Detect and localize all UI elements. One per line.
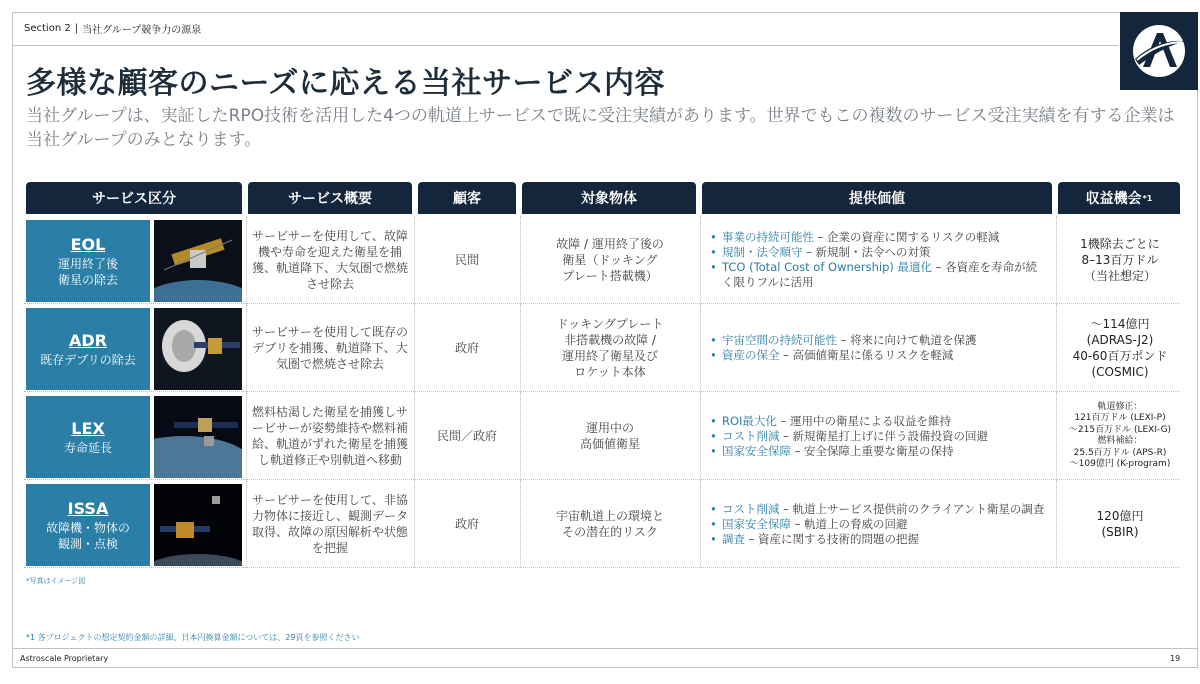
service-target: ドッキングプレート 非搭載機の故障 / 運用終了衛星及び ロケット本体	[556, 317, 664, 379]
service-value-item: • 宇宙空間の持続可能性 – 将来に向けて軌道を保護	[708, 333, 1048, 348]
service-value-item: • 規制・法令順守 – 新規制・法令への対策	[708, 245, 1048, 260]
service-value-list	[708, 216, 1048, 304]
service-overview: 燃料枯渇した衛星を捕獲しサービサーが姿勢維持や燃料補給、軌道がずれた衛星を捕獲し軌道修正や別軌道へ移動	[252, 405, 409, 467]
service-name: 故障機・物体の 観測・点検	[45, 520, 130, 551]
table-row	[24, 216, 1180, 304]
service-category	[26, 484, 150, 566]
service-category	[26, 308, 150, 390]
eol-satellite-photo	[154, 220, 242, 302]
service-value-item: • コスト削減 – 軌道上サービス提供前のクライアント衛星の調査	[708, 502, 1048, 517]
service-customer: 政府	[454, 341, 479, 355]
service-target: 運用中の 高価値衛星	[579, 421, 640, 451]
column-divider	[520, 304, 521, 392]
image-note: *写真はイメージ図	[26, 577, 86, 585]
service-category	[26, 396, 150, 478]
column-divider	[414, 392, 415, 480]
service-revenue: ～114億円 (ADRAS-J2) 40-60百万ポンド (COSMIC)	[1072, 317, 1168, 379]
header-overview: サービス概要	[248, 182, 412, 214]
column-divider	[520, 216, 521, 304]
service-value-list	[708, 480, 1048, 568]
page-title: 多様な顧客のニーズに応える当社サービス内容	[26, 66, 665, 101]
table-row	[24, 392, 1180, 480]
service-revenue: 1機除去ごとに 8–13百万ドル （当社想定）	[1080, 237, 1160, 283]
service-customer: 民間／政府	[436, 429, 497, 443]
section-header	[12, 12, 1118, 46]
service-target: 宇宙軌道上の環境と その潜在的リスク	[555, 509, 664, 539]
column-divider	[700, 480, 701, 568]
service-value-list	[708, 392, 1048, 480]
section-label: Section 2	[24, 23, 71, 34]
column-divider	[1056, 480, 1057, 568]
service-overview: サービサーを使用して、非協力物体に接近し、観測データ取得、故障の原因解析や状態を把握	[252, 493, 409, 555]
column-divider	[520, 480, 521, 568]
column-divider	[246, 304, 247, 392]
service-customer: 政府	[454, 517, 479, 531]
service-revenue: 軌道修正： 121百万ドル (LEXI-P) ～215百万ドル (LEXI-G) 燃料補給： 25.5百万ドル (APS-R) ～109億円 (K-program)	[1068, 401, 1172, 469]
header-category: サービス区分	[26, 182, 242, 214]
service-code: ADR	[69, 330, 107, 350]
service-value-item: • 国家安全保障 – 軌道上の脅威の回避	[708, 517, 1048, 532]
adr-debris-photo	[154, 308, 242, 390]
service-name: 寿命延長	[63, 440, 112, 455]
column-divider	[414, 480, 415, 568]
header-customer: 顧客	[418, 182, 516, 214]
column-divider	[700, 304, 701, 392]
section-name: 当社グループ競争力の源泉	[82, 25, 202, 36]
service-customer: 民間	[454, 253, 479, 267]
service-value-item: • 調査 – 資産に関する技術的問題の把握	[708, 532, 1048, 547]
service-value-item: • TCO (Total Cost of Ownership) 最適化 – 各資産を寿命が続く限りフルに活用	[708, 260, 1048, 290]
issa-observation-photo	[154, 484, 242, 566]
column-divider	[1056, 392, 1057, 480]
service-target: 故障 / 運用終了後の 衛星（ドッキング プレート搭載機）	[556, 237, 664, 283]
service-value-item: • 国家安全保障 – 安全保障上重要な衛星の保持	[708, 444, 1048, 459]
service-revenue: 120億円 (SBIR)	[1096, 509, 1144, 539]
page-subtitle: 当社グループは、実証したRPO技術を活用した4つの軌道上サービスで既に受注実績があります。世界でもこの複数のサービス受注実績を有する企業は当社グループのみとなります。	[26, 106, 1175, 150]
header-target: 対象物体	[522, 182, 696, 214]
footer-proprietary: Astroscale Proprietary	[20, 654, 109, 663]
table-row	[24, 304, 1180, 392]
column-divider	[414, 216, 415, 304]
service-value-item: • コスト削減 – 新規衛星打上げに伴う設備投資の回避	[708, 429, 1048, 444]
service-name: 既存デブリの除去	[40, 352, 136, 367]
service-code: EOL	[70, 234, 106, 254]
column-divider	[414, 304, 415, 392]
column-divider	[246, 216, 247, 304]
column-divider	[246, 392, 247, 480]
service-name: 運用終了後 衛星の除去	[57, 256, 118, 287]
column-divider	[246, 480, 247, 568]
section-separator: |	[74, 23, 79, 34]
service-code: ISSA	[67, 498, 109, 518]
page-number: 19	[1170, 654, 1181, 663]
table-row	[24, 480, 1180, 568]
service-overview: サービサーを使用して、故障機や寿命を迎えた衛星を捕獲、軌道降下、大気圏で燃焼させ除去	[252, 229, 409, 291]
service-value-list	[708, 304, 1048, 392]
column-divider	[700, 392, 701, 480]
lex-satellite-photo	[154, 396, 242, 478]
column-divider	[520, 392, 521, 480]
footer-divider	[12, 648, 1198, 649]
column-divider	[1056, 216, 1057, 304]
header-revenue: 収益機会 *1	[1058, 182, 1180, 214]
header-value: 提供価値	[702, 182, 1052, 214]
service-category	[26, 220, 150, 302]
service-value-item: • 事業の持続可能性 – 企業の資産に関するリスクの軽減	[708, 230, 1048, 245]
service-value-item: • 資産の保全 – 高価値衛星に係るリスクを軽減	[708, 348, 1048, 363]
astroscale-logo-icon	[1120, 12, 1198, 90]
service-overview: サービサーを使用して既存のデブリを捕獲、軌道降下、大気圏で燃焼させ除去	[252, 325, 409, 371]
footnote: *1 各プロジェクトの想定契約金額の詳細、日本円換算金額については、29頁を参照ください	[26, 633, 360, 642]
column-divider	[1056, 304, 1057, 392]
service-value-item: • ROI最大化 – 運用中の衛星による収益を維持	[708, 414, 1048, 429]
column-divider	[700, 216, 701, 304]
service-code: LEX	[71, 418, 105, 438]
